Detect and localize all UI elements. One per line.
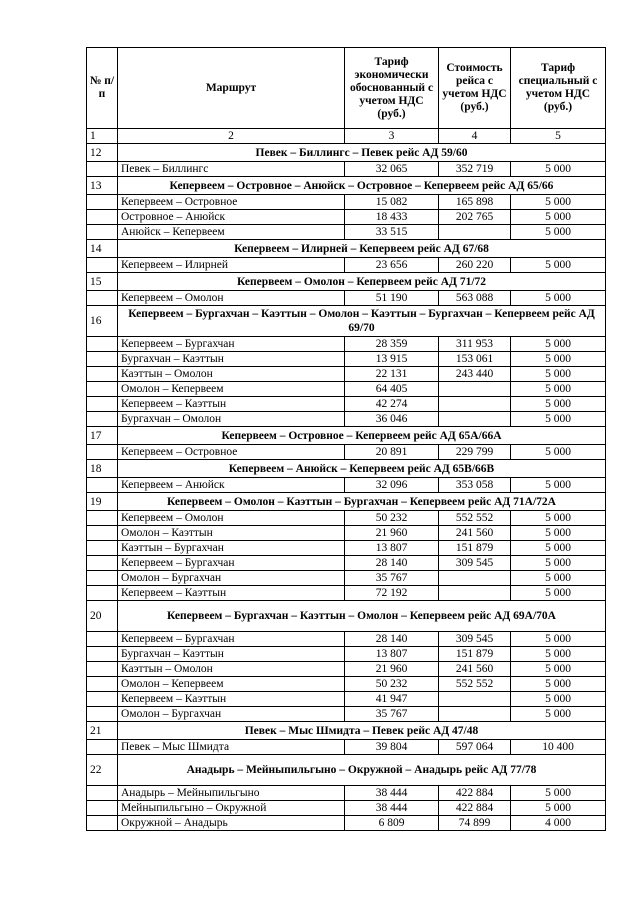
empty-cell bbox=[87, 571, 118, 586]
tariff-economic-cell: 6 809 bbox=[345, 816, 439, 831]
tariff-special-cell: 5 000 bbox=[511, 352, 606, 367]
tariff-special-cell: 5 000 bbox=[511, 677, 606, 692]
tariff-special-cell: 5 000 bbox=[511, 225, 606, 240]
tariff-special-cell: 5 000 bbox=[511, 258, 606, 273]
trip-cost-cell: 563 088 bbox=[439, 291, 511, 306]
trip-cost-cell: 153 061 bbox=[439, 352, 511, 367]
header-tariff-special: Тариф специальный с учетом НДС (руб.) bbox=[511, 48, 606, 129]
header-num: № п/п bbox=[87, 48, 118, 129]
route-cell: Кепервеем – Илирней bbox=[118, 258, 345, 273]
empty-cell bbox=[87, 677, 118, 692]
tariff-table bbox=[86, 47, 606, 831]
header-trip-cost: Стоимость рейса с учетом НДС (руб.) bbox=[439, 48, 511, 129]
table-row bbox=[87, 786, 606, 801]
table-row bbox=[87, 210, 606, 225]
group-title: Кепервеем – Островное – Анюйск – Островное – Кепервеем рейс АД 65/66 bbox=[118, 177, 606, 195]
empty-cell bbox=[87, 210, 118, 225]
group-number: 14 bbox=[87, 240, 118, 258]
empty-cell bbox=[87, 526, 118, 541]
group-title: Кепервеем – Анюйск – Кепервеем рейс АД 65В/66В bbox=[118, 460, 606, 478]
empty-cell bbox=[87, 586, 118, 601]
route-cell: Омолон – Бургахчан bbox=[118, 571, 345, 586]
route-cell: Островное – Анюйск bbox=[118, 210, 345, 225]
group-header-row bbox=[87, 601, 606, 632]
tariff-special-cell: 10 400 bbox=[511, 740, 606, 755]
tariff-special-cell: 5 000 bbox=[511, 707, 606, 722]
table-row bbox=[87, 511, 606, 526]
route-cell: Кепервеем – Каэттын bbox=[118, 586, 345, 601]
trip-cost-cell: 309 545 bbox=[439, 632, 511, 647]
tariff-economic-cell: 50 232 bbox=[345, 511, 439, 526]
table-row bbox=[87, 632, 606, 647]
group-number: 22 bbox=[87, 755, 118, 786]
empty-cell bbox=[87, 647, 118, 662]
table-row bbox=[87, 397, 606, 412]
tariff-special-cell: 5 000 bbox=[511, 291, 606, 306]
tariff-economic-cell: 36 046 bbox=[345, 412, 439, 427]
route-cell: Кепервеем – Каэттын bbox=[118, 397, 345, 412]
column-number: 2 bbox=[118, 129, 345, 144]
tariff-special-cell: 5 000 bbox=[511, 412, 606, 427]
tariff-economic-cell: 38 444 bbox=[345, 786, 439, 801]
group-title: Кепервеем – Омолон – Кепервеем рейс АД 71/72 bbox=[118, 273, 606, 291]
group-title: Певек – Мыс Шмидта – Певек рейс АД 47/48 bbox=[118, 722, 606, 740]
tariff-economic-cell: 20 891 bbox=[345, 445, 439, 460]
group-header-row bbox=[87, 722, 606, 740]
empty-cell bbox=[87, 367, 118, 382]
group-header-row bbox=[87, 144, 606, 162]
empty-cell bbox=[87, 412, 118, 427]
trip-cost-cell: 260 220 bbox=[439, 258, 511, 273]
tariff-special-cell: 5 000 bbox=[511, 382, 606, 397]
trip-cost-cell: 352 719 bbox=[439, 162, 511, 177]
tariff-economic-cell: 32 096 bbox=[345, 478, 439, 493]
table-row bbox=[87, 677, 606, 692]
route-cell: Окружной – Анадырь bbox=[118, 816, 345, 831]
route-cell: Певек – Мыс Шмидта bbox=[118, 740, 345, 755]
tariff-economic-cell: 18 433 bbox=[345, 210, 439, 225]
tariff-special-cell: 5 000 bbox=[511, 632, 606, 647]
trip-cost-cell: 241 560 bbox=[439, 662, 511, 677]
tariff-economic-cell: 35 767 bbox=[345, 571, 439, 586]
route-cell: Омолон – Кепервеем bbox=[118, 677, 345, 692]
trip-cost-cell: 151 879 bbox=[439, 647, 511, 662]
route-cell: Бургахчан – Каэттын bbox=[118, 352, 345, 367]
tariff-special-cell: 5 000 bbox=[511, 571, 606, 586]
empty-cell bbox=[87, 632, 118, 647]
tariff-special-cell: 5 000 bbox=[511, 478, 606, 493]
route-cell: Кепервеем – Бургахчан bbox=[118, 632, 345, 647]
group-title: Кепервеем – Островное – Кепервеем рейс АД 65А/66А bbox=[118, 427, 606, 445]
empty-cell bbox=[87, 511, 118, 526]
empty-cell bbox=[87, 352, 118, 367]
empty-cell bbox=[87, 801, 118, 816]
group-header-row bbox=[87, 240, 606, 258]
table-row bbox=[87, 816, 606, 831]
group-number: 15 bbox=[87, 273, 118, 291]
trip-cost-cell bbox=[439, 571, 511, 586]
route-cell: Кепервеем – Бургахчан bbox=[118, 556, 345, 571]
trip-cost-cell: 311 953 bbox=[439, 337, 511, 352]
table-row bbox=[87, 541, 606, 556]
route-cell: Певек – Биллингс bbox=[118, 162, 345, 177]
tariff-economic-cell: 28 140 bbox=[345, 632, 439, 647]
header-route: Маршрут bbox=[118, 48, 345, 129]
group-number: 12 bbox=[87, 144, 118, 162]
table-row bbox=[87, 258, 606, 273]
group-title: Кепервеем – Омолон – Каэттын – Бургахчан – Кепервеем рейс АД 71А/72А bbox=[118, 493, 606, 511]
empty-cell bbox=[87, 556, 118, 571]
group-header-row bbox=[87, 306, 606, 337]
table-row bbox=[87, 526, 606, 541]
tariff-economic-cell: 64 405 bbox=[345, 382, 439, 397]
table-row bbox=[87, 382, 606, 397]
route-cell: Мейныпильгыно – Окружной bbox=[118, 801, 345, 816]
group-header-row bbox=[87, 460, 606, 478]
empty-cell bbox=[87, 291, 118, 306]
tariff-economic-cell: 39 804 bbox=[345, 740, 439, 755]
tariff-economic-cell: 28 140 bbox=[345, 556, 439, 571]
table-row bbox=[87, 445, 606, 460]
column-number: 4 bbox=[439, 129, 511, 144]
route-cell: Бургахчан – Каэттын bbox=[118, 647, 345, 662]
table-row bbox=[87, 662, 606, 677]
table-row bbox=[87, 801, 606, 816]
empty-cell bbox=[87, 162, 118, 177]
route-cell: Анадырь – Мейныпильгыно bbox=[118, 786, 345, 801]
table-row bbox=[87, 478, 606, 493]
empty-cell bbox=[87, 786, 118, 801]
route-cell: Каэттын – Омолон bbox=[118, 662, 345, 677]
route-cell: Омолон – Каэттын bbox=[118, 526, 345, 541]
empty-cell bbox=[87, 740, 118, 755]
tariff-economic-cell: 50 232 bbox=[345, 677, 439, 692]
tariff-economic-cell: 13 807 bbox=[345, 647, 439, 662]
group-title: Кепервеем – Бургахчан – Каэттын – Омолон – Кепервеем рейс АД 69А/70А bbox=[118, 601, 606, 632]
tariff-special-cell: 5 000 bbox=[511, 195, 606, 210]
tariff-special-cell: 5 000 bbox=[511, 541, 606, 556]
empty-cell bbox=[87, 662, 118, 677]
trip-cost-cell bbox=[439, 412, 511, 427]
trip-cost-cell: 74 899 bbox=[439, 816, 511, 831]
trip-cost-cell bbox=[439, 692, 511, 707]
empty-cell bbox=[87, 397, 118, 412]
tariff-economic-cell: 13 807 bbox=[345, 541, 439, 556]
tariff-economic-cell: 23 656 bbox=[345, 258, 439, 273]
group-header-row bbox=[87, 755, 606, 786]
trip-cost-cell: 422 884 bbox=[439, 801, 511, 816]
tariff-special-cell: 5 000 bbox=[511, 556, 606, 571]
group-title: Певек – Биллингс – Певек рейс АД 59/60 bbox=[118, 144, 606, 162]
column-number: 5 bbox=[511, 129, 606, 144]
tariff-economic-cell: 22 131 bbox=[345, 367, 439, 382]
route-cell: Кепервеем – Бургахчан bbox=[118, 337, 345, 352]
group-header-row bbox=[87, 493, 606, 511]
group-number: 21 bbox=[87, 722, 118, 740]
group-number: 13 bbox=[87, 177, 118, 195]
tariff-special-cell: 5 000 bbox=[511, 586, 606, 601]
empty-cell bbox=[87, 195, 118, 210]
table-row bbox=[87, 571, 606, 586]
group-number: 16 bbox=[87, 306, 118, 337]
route-cell: Кепервеем – Омолон bbox=[118, 511, 345, 526]
table-row bbox=[87, 586, 606, 601]
trip-cost-cell: 353 058 bbox=[439, 478, 511, 493]
table-row bbox=[87, 412, 606, 427]
empty-cell bbox=[87, 692, 118, 707]
group-title: Кепервеем – Илирней – Кепервеем рейс АД 67/68 bbox=[118, 240, 606, 258]
tariff-special-cell: 4 000 bbox=[511, 816, 606, 831]
table-row bbox=[87, 647, 606, 662]
tariff-economic-cell: 51 190 bbox=[345, 291, 439, 306]
table-row bbox=[87, 225, 606, 240]
empty-cell bbox=[87, 816, 118, 831]
group-header-row bbox=[87, 177, 606, 195]
route-cell: Омолон – Бургахчан bbox=[118, 707, 345, 722]
tariff-economic-cell: 13 915 bbox=[345, 352, 439, 367]
table-body bbox=[87, 144, 606, 831]
empty-cell bbox=[87, 445, 118, 460]
column-numbers-row bbox=[87, 129, 606, 144]
empty-cell bbox=[87, 258, 118, 273]
group-number: 20 bbox=[87, 601, 118, 632]
tariff-special-cell: 5 000 bbox=[511, 162, 606, 177]
tariff-special-cell: 5 000 bbox=[511, 511, 606, 526]
trip-cost-cell: 202 765 bbox=[439, 210, 511, 225]
tariff-special-cell: 5 000 bbox=[511, 801, 606, 816]
empty-cell bbox=[87, 337, 118, 352]
tariff-economic-cell: 41 947 bbox=[345, 692, 439, 707]
empty-cell bbox=[87, 707, 118, 722]
tariff-economic-cell: 72 192 bbox=[345, 586, 439, 601]
column-number: 1 bbox=[87, 129, 118, 144]
tariff-special-cell: 5 000 bbox=[511, 445, 606, 460]
trip-cost-cell: 241 560 bbox=[439, 526, 511, 541]
empty-cell bbox=[87, 478, 118, 493]
tariff-economic-cell: 38 444 bbox=[345, 801, 439, 816]
route-cell: Кепервеем – Островное bbox=[118, 445, 345, 460]
trip-cost-cell: 229 799 bbox=[439, 445, 511, 460]
empty-cell bbox=[87, 541, 118, 556]
table-row bbox=[87, 707, 606, 722]
tariff-economic-cell: 21 960 bbox=[345, 662, 439, 677]
trip-cost-cell: 151 879 bbox=[439, 541, 511, 556]
tariff-economic-cell: 32 065 bbox=[345, 162, 439, 177]
trip-cost-cell bbox=[439, 382, 511, 397]
empty-cell bbox=[87, 225, 118, 240]
tariff-special-cell: 5 000 bbox=[511, 786, 606, 801]
trip-cost-cell: 422 884 bbox=[439, 786, 511, 801]
trip-cost-cell: 309 545 bbox=[439, 556, 511, 571]
table-row bbox=[87, 556, 606, 571]
trip-cost-cell: 552 552 bbox=[439, 677, 511, 692]
route-cell: Каэттын – Бургахчан bbox=[118, 541, 345, 556]
table-header-row bbox=[87, 48, 606, 129]
group-header-row bbox=[87, 427, 606, 445]
tariff-economic-cell: 33 515 bbox=[345, 225, 439, 240]
route-cell: Кепервеем – Анюйск bbox=[118, 478, 345, 493]
table-row bbox=[87, 367, 606, 382]
tariff-economic-cell: 35 767 bbox=[345, 707, 439, 722]
group-title: Кепервеем – Бургахчан – Каэттын – Омолон – Каэттын – Бургахчан – Кепервеем рейс АД 69/70 bbox=[118, 306, 606, 337]
tariff-special-cell: 5 000 bbox=[511, 692, 606, 707]
trip-cost-cell: 165 898 bbox=[439, 195, 511, 210]
tariff-special-cell: 5 000 bbox=[511, 337, 606, 352]
tariff-economic-cell: 28 359 bbox=[345, 337, 439, 352]
trip-cost-cell bbox=[439, 225, 511, 240]
table-row bbox=[87, 352, 606, 367]
route-cell: Каэттын – Омолон bbox=[118, 367, 345, 382]
trip-cost-cell: 552 552 bbox=[439, 511, 511, 526]
group-title: Анадырь – Мейныпильгыно – Окружной – Анадырь рейс АД 77/78 bbox=[118, 755, 606, 786]
route-cell: Бургахчан – Омолон bbox=[118, 412, 345, 427]
group-number: 19 bbox=[87, 493, 118, 511]
column-number: 3 bbox=[345, 129, 439, 144]
table-row bbox=[87, 337, 606, 352]
route-cell: Кепервеем – Омолон bbox=[118, 291, 345, 306]
table-row bbox=[87, 291, 606, 306]
route-cell: Омолон – Кепервеем bbox=[118, 382, 345, 397]
empty-cell bbox=[87, 382, 118, 397]
trip-cost-cell bbox=[439, 707, 511, 722]
route-cell: Анюйск – Кепервеем bbox=[118, 225, 345, 240]
tariff-economic-cell: 15 082 bbox=[345, 195, 439, 210]
tariff-economic-cell: 21 960 bbox=[345, 526, 439, 541]
tariff-special-cell: 5 000 bbox=[511, 210, 606, 225]
route-cell: Кепервеем – Каэттын bbox=[118, 692, 345, 707]
trip-cost-cell: 243 440 bbox=[439, 367, 511, 382]
group-number: 18 bbox=[87, 460, 118, 478]
tariff-special-cell: 5 000 bbox=[511, 526, 606, 541]
tariff-special-cell: 5 000 bbox=[511, 397, 606, 412]
route-cell: Кепервеем – Островное bbox=[118, 195, 345, 210]
group-header-row bbox=[87, 273, 606, 291]
tariff-special-cell: 5 000 bbox=[511, 662, 606, 677]
trip-cost-cell bbox=[439, 397, 511, 412]
trip-cost-cell: 597 064 bbox=[439, 740, 511, 755]
group-number: 17 bbox=[87, 427, 118, 445]
tariff-economic-cell: 42 274 bbox=[345, 397, 439, 412]
table-row bbox=[87, 162, 606, 177]
table-row bbox=[87, 740, 606, 755]
header-tariff-economic: Тариф экономически обоснованный с учетом НДС (руб.) bbox=[345, 48, 439, 129]
tariff-special-cell: 5 000 bbox=[511, 367, 606, 382]
table-row bbox=[87, 195, 606, 210]
trip-cost-cell bbox=[439, 586, 511, 601]
tariff-special-cell: 5 000 bbox=[511, 647, 606, 662]
table-row bbox=[87, 692, 606, 707]
